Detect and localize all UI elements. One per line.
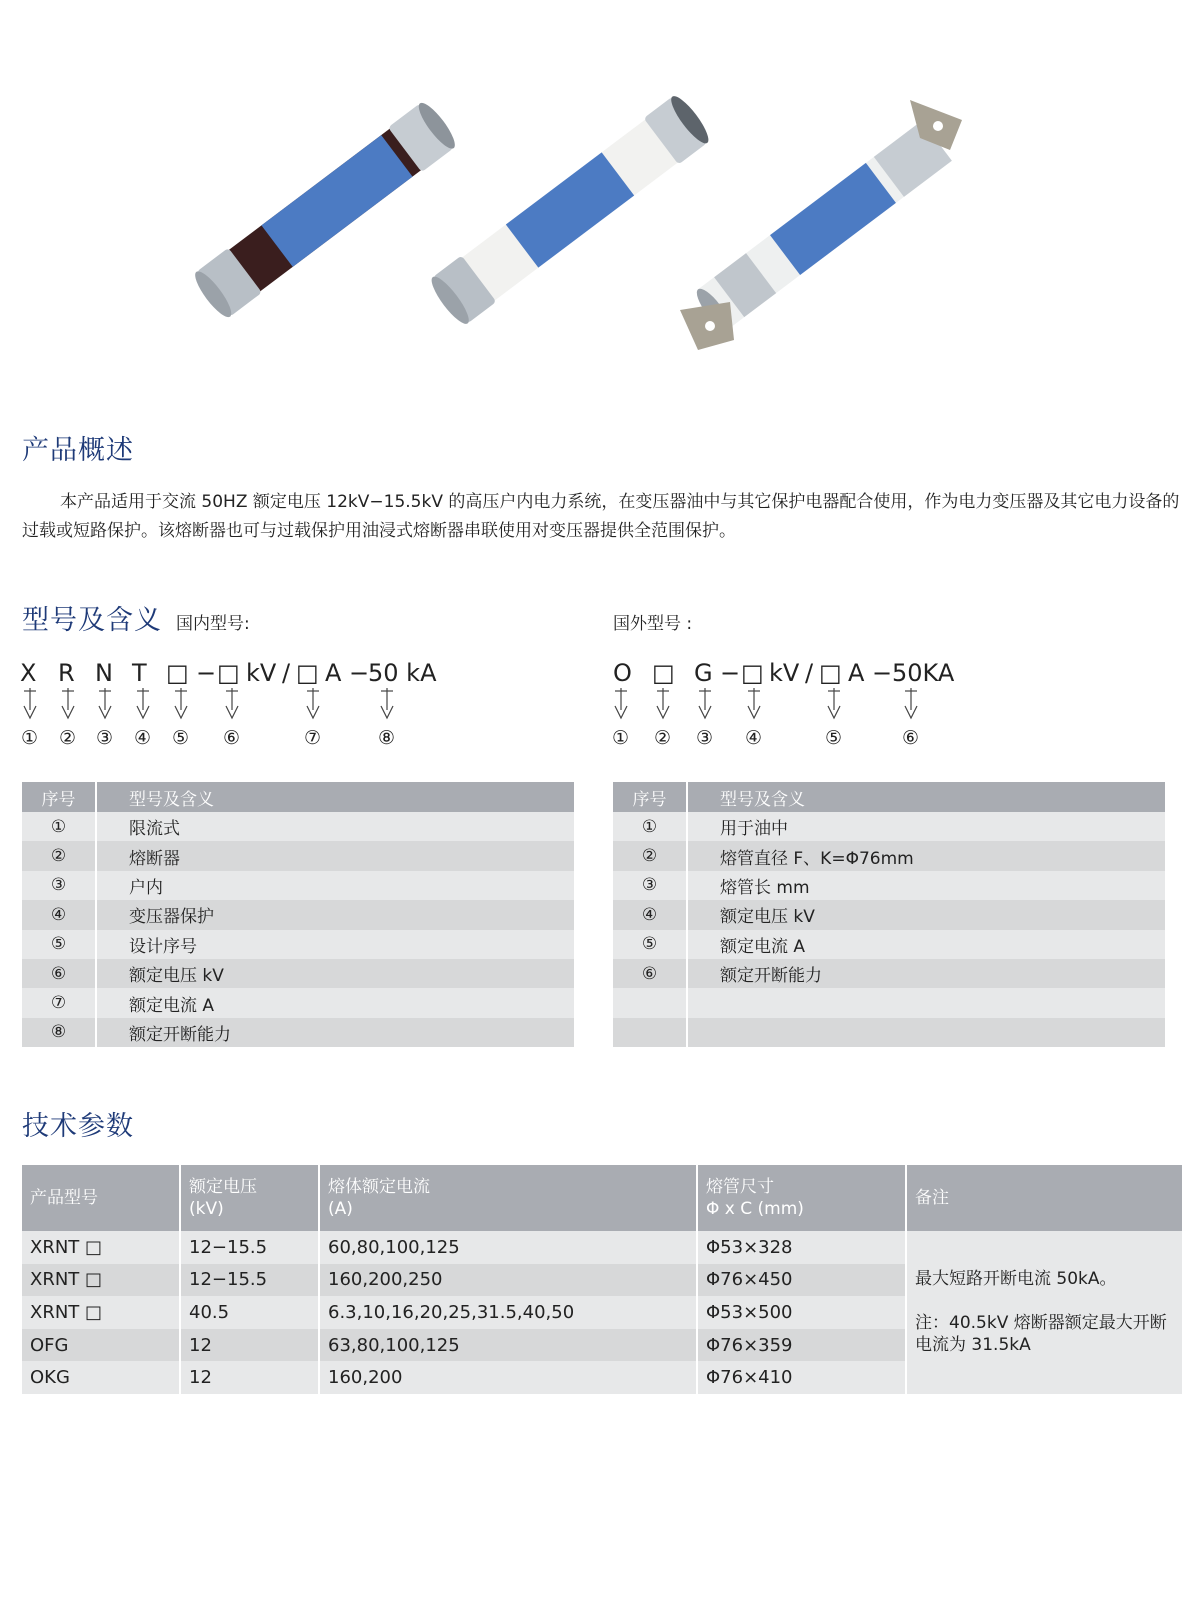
row-meaning: 户内 — [96, 871, 574, 900]
code-token: T — [132, 659, 147, 687]
code-token: / — [805, 659, 814, 687]
row-index: ⑤ — [613, 930, 687, 959]
code-arrows — [0, 688, 1200, 724]
cell-voltage: 12 — [180, 1329, 319, 1362]
table-header — [319, 1165, 697, 1231]
table-header: 型号及含义 — [96, 782, 574, 812]
row-index: ⑥ — [22, 959, 96, 988]
table-header — [22, 1165, 180, 1231]
fuse-photo-3 — [670, 90, 980, 365]
cell-note — [906, 1231, 1182, 1394]
cell-current: 160,200,250 — [319, 1264, 697, 1297]
table-row — [22, 812, 574, 841]
code-number: ④ — [745, 727, 763, 749]
table-row — [613, 841, 1165, 870]
code-token: − — [720, 659, 741, 687]
code-token: − — [872, 659, 893, 687]
table-row — [613, 988, 1165, 1017]
row-meaning: 熔管直径 F、K=Φ76mm — [687, 841, 1165, 870]
table-row — [22, 1018, 574, 1047]
table-row — [22, 930, 574, 959]
code-token: G — [694, 659, 713, 687]
header-unit: (A) — [328, 1199, 353, 1219]
header-line: 熔体额定电流 — [328, 1177, 430, 1197]
code-token: X — [20, 659, 37, 687]
cell-voltage: 40.5 — [180, 1296, 319, 1329]
table-header — [180, 1165, 319, 1231]
model-title-text: 型号及含义 — [22, 605, 162, 636]
row-meaning: 变压器保护 — [96, 900, 574, 929]
model-title — [22, 598, 250, 637]
code-token: □ — [166, 659, 189, 687]
spec-table — [22, 1165, 1182, 1394]
row-index: ③ — [22, 871, 96, 900]
header-line: 产品型号 — [30, 1188, 98, 1208]
cell-current: 60,80,100,125 — [319, 1231, 697, 1264]
table-row — [613, 930, 1165, 959]
code-number: ② — [654, 727, 672, 749]
overview-title: 产品概述 — [22, 435, 134, 466]
row-meaning: 熔管长 mm — [687, 871, 1165, 900]
code-token: □ — [217, 659, 240, 687]
table-header: 序号 — [22, 782, 96, 812]
table-row — [22, 959, 574, 988]
row-index: ⑤ — [22, 930, 96, 959]
tech-title: 技术参数 — [22, 1111, 134, 1142]
row-index: ③ — [613, 871, 687, 900]
code-number: ⑦ — [304, 727, 322, 749]
code-number: ⑤ — [825, 727, 843, 749]
cell-model: XRNT □ — [22, 1296, 180, 1329]
row-index: ② — [613, 841, 687, 870]
code-number: ③ — [696, 727, 714, 749]
row-meaning: 熔断器 — [96, 841, 574, 870]
cell-size: Φ53×328 — [697, 1231, 906, 1264]
row-meaning — [687, 988, 1165, 1017]
cell-model: XRNT □ — [22, 1264, 180, 1297]
code-number: ③ — [96, 727, 114, 749]
table-header — [906, 1165, 1182, 1231]
row-index: ⑧ — [22, 1018, 96, 1047]
cell-current: 6.3,10,16,20,25,31.5,40,50 — [319, 1296, 697, 1329]
row-meaning: 设计序号 — [96, 930, 574, 959]
code-token: / — [282, 659, 291, 687]
row-meaning: 额定电压 kV — [687, 900, 1165, 929]
code-number: ⑥ — [223, 727, 241, 749]
table-header — [697, 1165, 906, 1231]
code-number: ④ — [134, 727, 152, 749]
code-token: R — [58, 659, 75, 687]
header-line: 熔管尺寸 — [706, 1177, 774, 1197]
header-line: 备注 — [915, 1188, 949, 1208]
code-token: □ — [652, 659, 675, 687]
table-row — [22, 900, 574, 929]
header-line: 额定电压 — [189, 1177, 257, 1197]
code-token: O — [613, 659, 632, 687]
table-row — [613, 812, 1165, 841]
code-token: □ — [741, 659, 764, 687]
code-number: ⑧ — [378, 727, 396, 749]
cell-voltage: 12−15.5 — [180, 1231, 319, 1264]
note-line: 最大短路开断电流 50kA。 — [915, 1269, 1117, 1290]
row-index: ④ — [22, 900, 96, 929]
table-row — [613, 900, 1165, 929]
code-token: □ — [296, 659, 319, 687]
row-meaning: 额定电流 A — [96, 988, 574, 1017]
code-token: kV — [246, 659, 277, 687]
table-row — [22, 1231, 1182, 1264]
code-token: kV — [769, 659, 800, 687]
header-unit: (kV) — [189, 1199, 224, 1219]
code-number: ① — [612, 727, 630, 749]
cell-model: OKG — [22, 1361, 180, 1394]
table-header: 型号及含义 — [687, 782, 1165, 812]
table-row — [613, 1018, 1165, 1047]
code-token: − — [349, 659, 370, 687]
row-index — [613, 988, 687, 1017]
row-index: ① — [613, 812, 687, 841]
row-meaning: 额定开断能力 — [96, 1018, 574, 1047]
cell-current: 160,200 — [319, 1361, 697, 1394]
foreign-label: 国外型号 : — [613, 614, 693, 634]
row-index: ② — [22, 841, 96, 870]
row-index: ⑦ — [22, 988, 96, 1017]
row-index: ④ — [613, 900, 687, 929]
row-meaning: 额定电流 A — [687, 930, 1165, 959]
code-token: 50 kA — [368, 659, 437, 687]
code-number: ② — [59, 727, 77, 749]
code-number: ⑥ — [902, 727, 920, 749]
code-token: N — [95, 659, 113, 687]
code-token: □ — [819, 659, 842, 687]
table-row — [22, 988, 574, 1017]
cell-voltage: 12−15.5 — [180, 1264, 319, 1297]
domestic-label: 国内型号: — [176, 614, 250, 634]
code-token: A — [848, 659, 865, 687]
cell-size: Φ76×359 — [697, 1329, 906, 1362]
code-number: ① — [21, 727, 39, 749]
table-row — [22, 871, 574, 900]
cell-model: OFG — [22, 1329, 180, 1362]
table-header: 序号 — [613, 782, 687, 812]
domestic-meaning-table — [22, 782, 574, 1047]
code-token: − — [196, 659, 217, 687]
code-token: A — [325, 659, 342, 687]
table-row — [22, 841, 574, 870]
note-line: 注：40.5kV 熔断器额定最大开断电流为 31.5kA — [915, 1313, 1167, 1356]
cell-size: Φ76×450 — [697, 1264, 906, 1297]
cell-voltage: 12 — [180, 1361, 319, 1394]
row-index — [613, 1018, 687, 1047]
row-meaning: 额定开断能力 — [687, 959, 1165, 988]
cell-size: Φ76×410 — [697, 1361, 906, 1394]
table-row — [613, 871, 1165, 900]
row-meaning — [687, 1018, 1165, 1047]
code-number: ⑤ — [172, 727, 190, 749]
foreign-meaning-table — [613, 782, 1165, 1047]
overview-text: 本产品适用于交流 50HZ 额定电压 12kV−15.5kV 的高压户内电力系统，在变压器油中与其它保护电器配合使用，作为电力变压器及其它电力设备的过载或短路保护。该熔断器也可与过载保护用油浸式熔断器串联使用对变压器提供全范围保护。 — [22, 492, 1180, 541]
row-meaning: 限流式 — [96, 812, 574, 841]
cell-current: 63,80,100,125 — [319, 1329, 697, 1362]
header-unit: Φ x C (mm) — [706, 1199, 804, 1219]
table-row — [613, 959, 1165, 988]
row-index: ① — [22, 812, 96, 841]
row-meaning: 额定电压 kV — [96, 959, 574, 988]
cell-size: Φ53×500 — [697, 1296, 906, 1329]
row-index: ⑥ — [613, 959, 687, 988]
row-meaning: 用于油中 — [687, 812, 1165, 841]
cell-model: XRNT □ — [22, 1231, 180, 1264]
code-token: 50KA — [892, 659, 955, 687]
